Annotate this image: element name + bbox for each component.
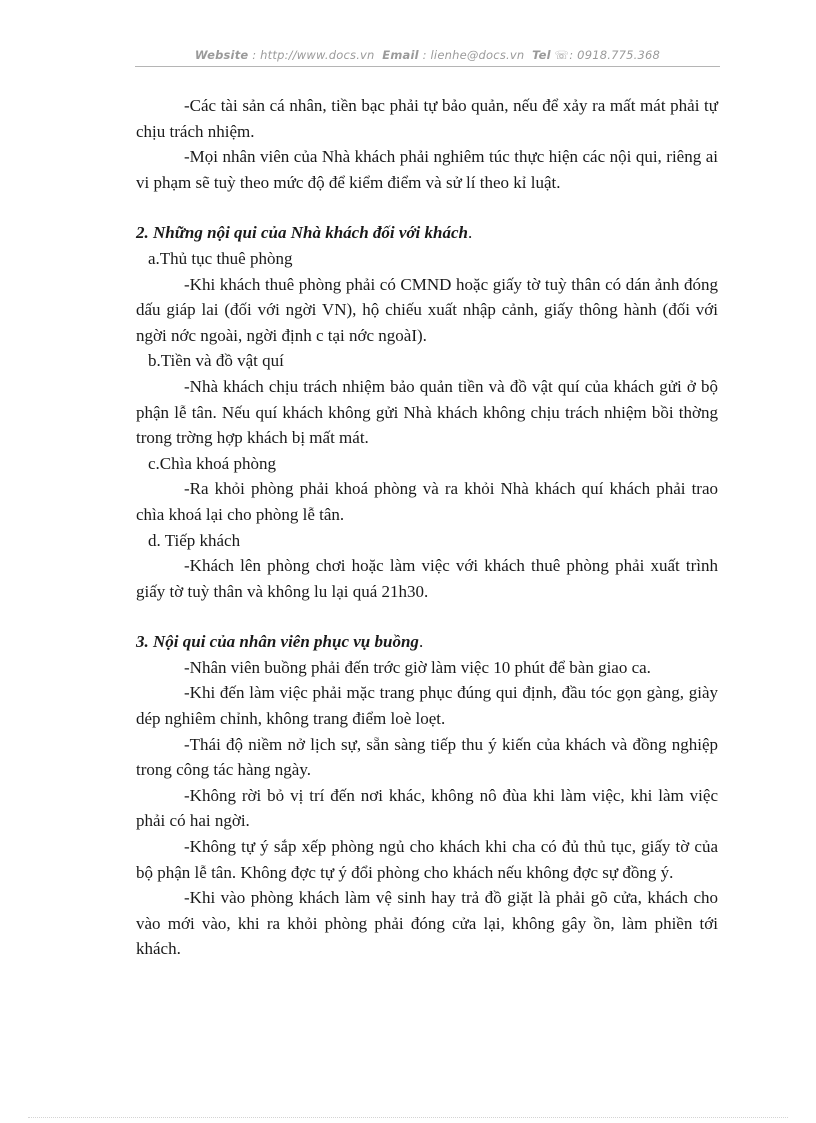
header-divider [135, 66, 720, 67]
document-body [136, 93, 718, 962]
website-value: : http://www.docs.vn [252, 48, 375, 62]
subheading: d. Tiếp khách [148, 530, 241, 550]
subheading: c.Chìa khoá phòng [148, 453, 276, 473]
website-label: Website [194, 48, 249, 62]
paragraph: -Khi đến làm việc phải mặc trang phục đúng qui định, đầu tóc gọn gàng, giày dép nghiêm chỉnh, không trang điểm loè loẹt. [136, 683, 718, 729]
paragraph: -Thái độ niềm nở lịch sự, sẵn sàng tiếp thu ý kiến của khách và đồng nghiệp trong công tác hàng ngày. [136, 734, 718, 780]
paragraph: -Nhân viên buồng phải đến trớc giờ làm việc 10 phút để bàn giao ca. [184, 657, 651, 677]
phone-icon: ☏ [554, 48, 570, 62]
paragraph: -Khi vào phòng khách làm vệ sinh hay trả đồ giặt là phải gõ cửa, khách cho vào mới vào, khi ra khỏi phòng phải đóng cửa lại, không gây ồn, làm phiền tới khách. [136, 888, 718, 959]
subheading: b.Tiền và đồ vật quí [148, 351, 284, 371]
paragraph: -Không tự ý sắp xếp phòng ngủ cho khách khi cha có đủ thủ tục, giấy tờ của bộ phận lễ tân. Không đợc tự ý đổi phòng cho khách nếu không đợc sự đồng ý. [136, 837, 718, 882]
tel-label: Tel [532, 48, 551, 62]
section-heading-suffix: . [467, 223, 473, 243]
tel-value: : 0918.775.368 [569, 48, 661, 62]
paragraph: -Nhà khách chịu trách nhiệm bảo quản tiền và đồ vật quí của khách gửi ở bộ phận lễ tân. Nếu quí khách không gửi Nhà khách không chịu trách nhiệm bồi thờng trong trờng hợp khách bị mất mát. [136, 376, 718, 448]
section-heading [136, 220, 718, 246]
subheading: a.Thủ tục thuê phòng [148, 248, 293, 268]
spacer [136, 195, 718, 220]
paragraph: -Khách lên phòng chơi hoặc làm việc với khách thuê phòng phải xuất trình giấy tờ tuỳ thân và không lu lại quá 21h30. [136, 556, 718, 601]
email-label: Email [382, 48, 419, 62]
section-heading [136, 629, 718, 655]
paragraph: -Các tài sản cá nhân, tiền bạc phải tự bảo quản, nếu để xảy ra mất mát phải tự chịu trách nhiệm. [136, 96, 718, 141]
spacer [136, 604, 718, 629]
section-heading-text: 3. Nội qui của nhân viên phục vụ buồng [136, 632, 419, 652]
page-header [135, 48, 720, 62]
section-heading-suffix: . [418, 632, 424, 652]
email-value: : lienhe@docs.vn [422, 48, 525, 62]
paragraph: -Khi khách thuê phòng phải có CMND hoặc giấy tờ tuỳ thân có dán ảnh đóng dấu giáp lai (đối với ngời VN), hộ chiếu xuất nhập cảnh, giấy thông hành (đối với ngời nớc ngoài, ngời định c tại nớc ngoàI). [136, 274, 718, 345]
paragraph: -Ra khỏi phòng phải khoá phòng và ra khỏi Nhà khách quí khách phải trao chìa khoá lại cho phòng lễ tân. [136, 479, 718, 524]
paragraph: -Không rời bỏ vị trí đến nơi khác, không nô đùa khi làm việc, khi làm việc phải có hai ngời. [136, 785, 718, 831]
paragraph: -Mọi nhân viên của Nhà khách phải nghiêm túc thực hiện các nội qui, riêng ai vi phạm sẽ tuỳ theo mức độ để kiểm điểm và sử lí theo kỉ luật. [136, 147, 718, 192]
section-heading-text: 2. Những nội qui của Nhà khách đối với khách [136, 223, 468, 243]
footer-divider [28, 1117, 788, 1118]
